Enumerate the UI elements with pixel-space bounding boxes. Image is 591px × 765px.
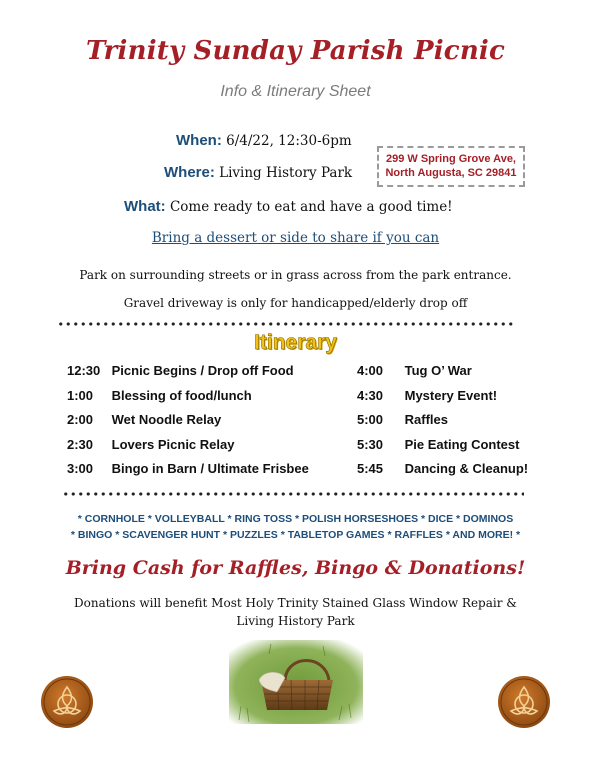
parking-note: Park on surrounding streets or in grass across from the park entrance. [79,268,512,282]
picnic-basket-photo [229,640,363,724]
itinerary-time: 5:45 [357,461,384,476]
itinerary-event: Lovers Picnic Relay [111,436,235,452]
what-label: What [124,198,161,215]
triquetra-emblem-icon [497,675,551,729]
cash-banner: Bring Cash for Raffles, Bingo & Donations! [65,557,526,579]
itinerary-row [357,387,528,405]
when-line: When: 6/4/22, 12:30-6pm [176,132,352,149]
itinerary-time: 12:30 [67,363,101,378]
itinerary-event: Blessing of food/lunch [111,387,252,403]
driveway-note: Gravel driveway is only for handicapped/elderly drop off [123,296,468,310]
where-label: Where [164,164,210,181]
dotted-divider-top [57,322,515,326]
what-line: What: Come ready to eat and have a good time! [124,198,453,215]
itinerary-time: 2:30 [67,436,94,452]
where-line: Where: Living History Park [164,164,353,181]
activities-line-2: * BINGO * SCAVENGER HUNT * PUZZLES * TABLETOP GAMES * RAFFLES * AND MORE! * [70,529,521,541]
itinerary-event: Wet Noodle Relay [111,412,222,427]
itinerary-row [357,436,528,454]
page-title: Trinity Sunday Parish Picnic [85,36,506,66]
itinerary-event: Bingo in Barn / Ultimate Frisbee [111,461,309,476]
address-box [377,146,525,187]
itinerary-row [67,436,309,454]
donation-note [50,594,541,630]
address-line-1: 299 W Spring Grove Ave, [385,153,516,165]
itinerary-row [67,411,309,429]
when-label: When [176,132,217,149]
itinerary-time: 4:00 [357,363,384,378]
itinerary-event: Tug O’ War [404,363,472,378]
itinerary-heading: Itinerary [254,331,337,354]
itinerary-row [357,362,528,380]
share-dish-link[interactable]: Bring a dessert or side to share if you can [151,230,440,246]
itinerary-time: 4:30 [357,387,384,403]
when-value: 6/4/22, 12:30-6pm [226,133,352,149]
itinerary-event: Mystery Event! [404,387,498,403]
itinerary-time: 1:00 [67,387,94,403]
dotted-divider-bottom [62,492,524,496]
itinerary-event: Pie Eating Contest [404,436,520,452]
donation-line-1: Donations will benefit Most Holy Trinity Stained Glass Window Repair & [74,596,517,610]
activities-list [0,511,591,543]
where-value: Living History Park [219,165,353,181]
itinerary-time: 2:00 [67,412,94,427]
triquetra-emblem-icon [40,675,94,729]
itinerary-row [357,460,528,478]
itinerary-time: 5:00 [357,412,384,427]
itinerary-row [67,362,309,380]
what-value: Come ready to eat and have a good time! [169,199,453,215]
itinerary-row [67,387,309,405]
itinerary-row [357,411,528,429]
itinerary-right-column [357,362,528,478]
itinerary-left-column [67,362,309,478]
itinerary-row [67,460,309,478]
itinerary-event: Raffles [404,412,448,427]
itinerary-time: 3:00 [67,461,94,476]
activities-line-1: * CORNHOLE * VOLLEYBALL * RING TOSS * POLISH HORSESHOES * DICE * DOMINOS [77,513,514,525]
page-subtitle: Info & Itinerary Sheet [220,83,371,100]
donation-line-2: Living History Park [236,614,355,628]
itinerary-event: Dancing & Cleanup! [404,461,529,476]
itinerary-time: 5:30 [357,436,384,452]
address-line-2: North Augusta, SC 29841 [385,166,517,179]
itinerary-event: Picnic Begins / Drop off Food [111,363,294,378]
